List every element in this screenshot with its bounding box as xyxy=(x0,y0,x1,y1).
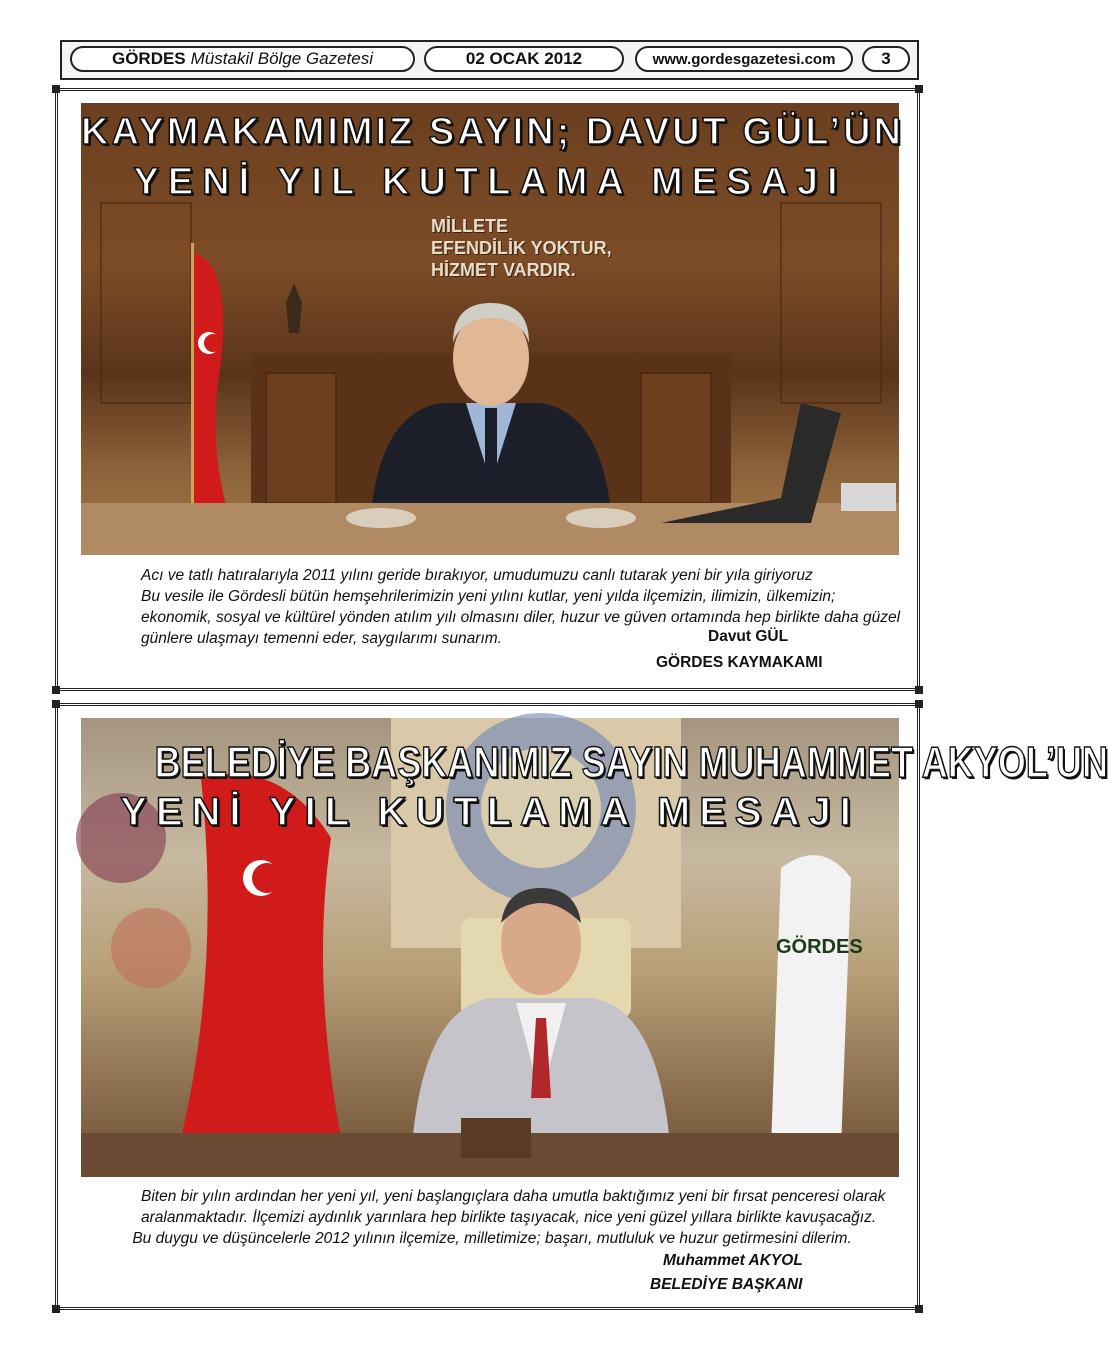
website-link[interactable]: www.gordesgazetesi.com xyxy=(635,46,853,72)
frame-corner xyxy=(52,686,60,694)
message-text-2 xyxy=(86,1186,898,1249)
message-paragraph: Biten bir yılın ardından her yeni yıl, yeni başlangıçlara daha umutla baktığımız yeni bir fırsat penceresi olarak aralanmaktadır. İlçemizi aydınlık yarınlara hep birlikte taşıyacak, nice yeni güzel yıllara birlikte kavuşacağız. xyxy=(141,1188,886,1226)
headline-2-line2: YENİ YIL KUTLAMA MESAJI xyxy=(120,790,860,834)
message-paragraph: Acı ve tatlı hatıralarıyla 2011 yılını geride bırakıyor, umudumuzu canlı tutarak yeni bir yıla giriyoruz xyxy=(141,567,813,584)
svg-text:GÖRDES: GÖRDES xyxy=(776,936,863,958)
wall-motto-line: MİLLETE xyxy=(431,216,508,236)
newspaper-header xyxy=(60,40,919,80)
frame-corner xyxy=(915,85,923,93)
paper-name-pill xyxy=(70,46,415,72)
headline-1-line1: KAYMAKAMIMIZ SAYIN; DAVUT GÜL’ÜN xyxy=(81,111,904,153)
message-paragraph: Bu duygu ve düşüncelerle 2012 yılının ilçemize, milletimize; başarı, mutluluk ve huzur getirmesini dilerim. xyxy=(132,1230,852,1247)
frame-corner xyxy=(52,85,60,93)
headline-1-line2: YENİ YIL KUTLAMA MESAJI xyxy=(133,161,847,203)
frame-corner xyxy=(915,1305,923,1313)
page-number: 3 xyxy=(862,46,910,72)
signature-title: BELEDİYE BAŞKANI xyxy=(650,1276,803,1293)
frame-corner xyxy=(52,700,60,708)
headline-2-line1: BELEDİYE BAŞKANIMIZ SAYIN MUHAMMET AKYOL’UN xyxy=(154,738,1108,787)
wall-motto-line: EFENDİLİK YOKTUR, xyxy=(431,238,612,258)
signature-title: GÖRDES KAYMAKAMI xyxy=(656,654,823,671)
turkish-flag xyxy=(194,253,231,523)
frame-corner xyxy=(915,686,923,694)
kaymakam-photo xyxy=(81,103,904,555)
mayor-photo xyxy=(81,718,1108,1177)
wall-motto xyxy=(431,215,612,281)
frame-corner xyxy=(915,700,923,708)
frame-corner xyxy=(52,1305,60,1313)
article-belediye xyxy=(55,703,1108,1310)
signature-name: Davut GÜL xyxy=(708,628,789,645)
gordes-flag xyxy=(771,855,851,1148)
article-kaymakam xyxy=(55,88,920,691)
paper-subtitle: Müstakil Bölge Gazetesi xyxy=(190,49,374,68)
signature-name: Muhammet AKYOL xyxy=(663,1252,803,1269)
wall-motto-line: HİZMET VARDIR. xyxy=(431,260,576,280)
paper-name: GÖRDES xyxy=(111,49,186,68)
issue-date: 02 OCAK 2012 xyxy=(424,46,624,72)
message-paragraph: Bu vesile ile Gördesli bütün hemşehrilerimizin yeni yılını kutlar, yeni yılda ilçemizin, ilimizin, ülkemizin; ekonomik, sosyal ve kültürel yönden atılım yılı olmasını diler, huzur ve güven ortamında hep birlikte daha güzel günlere ulaşmayı temenni eder, saygılarımı sunarım. xyxy=(141,588,901,647)
